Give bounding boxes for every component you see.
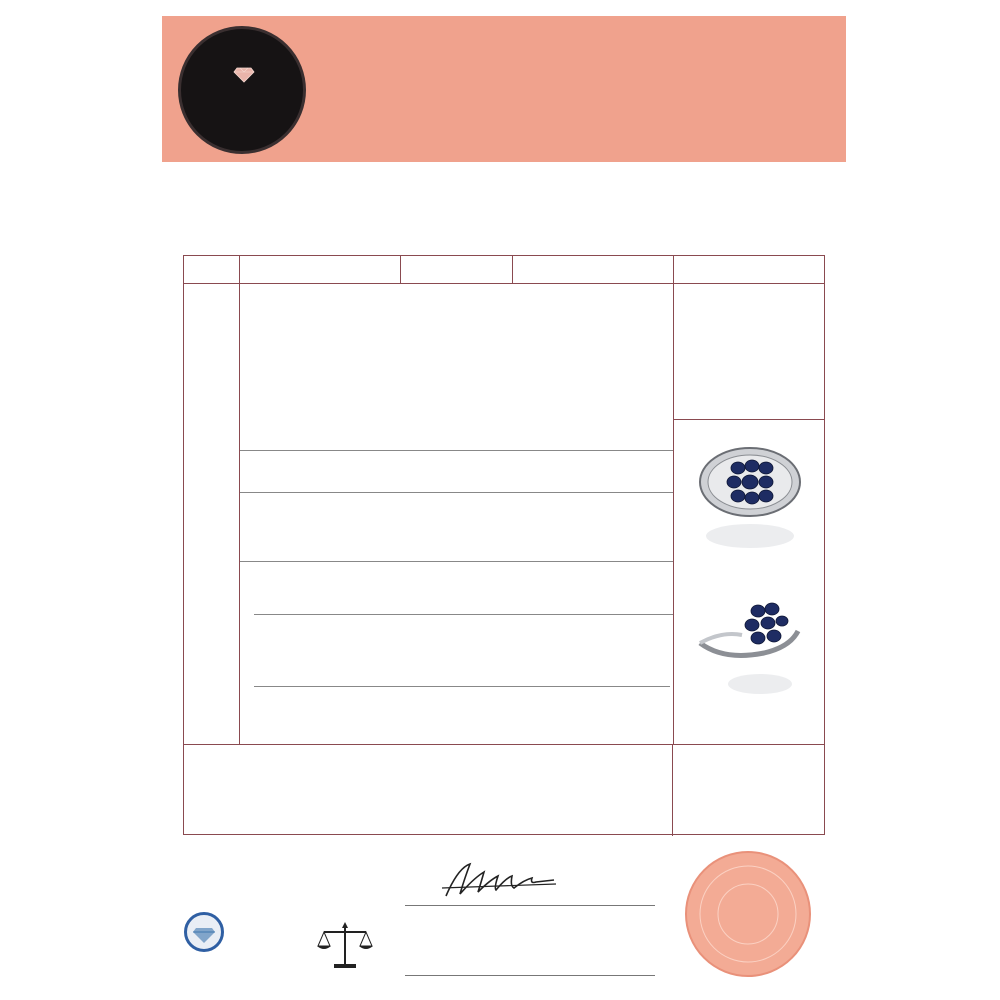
pjv-logo (178, 26, 306, 154)
ring-reflection (694, 524, 806, 554)
divider (240, 492, 673, 493)
equipment-notes (256, 616, 670, 647)
on-behalf-of (184, 231, 192, 246)
ring-photo-side (694, 591, 806, 671)
value-header (674, 256, 825, 284)
diamond-icon (233, 67, 255, 83)
divider (254, 686, 670, 687)
signature-line (405, 905, 655, 906)
handwritten-signature (440, 858, 560, 902)
gold-price-header (513, 256, 673, 284)
description-column (240, 284, 673, 744)
legal-disclaimer (184, 744, 673, 836)
value-column (673, 256, 824, 744)
embossed-seal (672, 838, 824, 990)
gaa-emblem-icon (184, 912, 224, 952)
divider (254, 614, 673, 615)
divider (674, 419, 825, 420)
scales-of-justice-icon (312, 920, 378, 970)
ring-reflection (694, 674, 806, 700)
date-line (405, 975, 655, 976)
code-column (184, 284, 240, 744)
code-header (184, 256, 240, 284)
insurance-replacement-box (673, 744, 824, 836)
divider (240, 561, 673, 562)
jewellers-association-logo (186, 846, 326, 848)
valuation-table (183, 255, 825, 835)
description-header (240, 256, 401, 284)
ring-photo-top (694, 438, 806, 518)
description-line (240, 451, 673, 462)
letterhead (162, 16, 846, 162)
aud-header (401, 256, 513, 284)
